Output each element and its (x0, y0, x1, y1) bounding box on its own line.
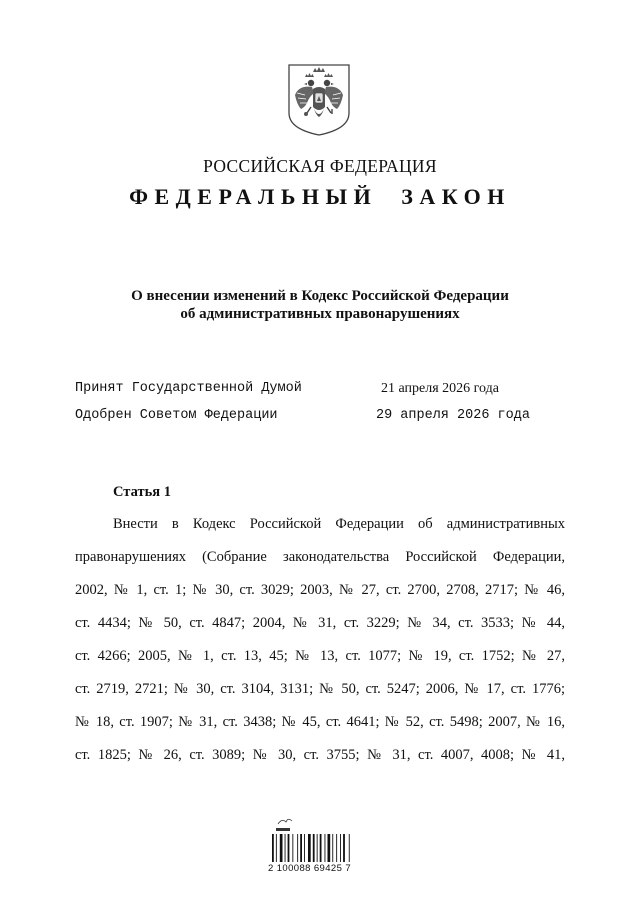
council-approval-date: 29 апреля 2026 года (376, 408, 530, 423)
article-line: 2002, № 1, ст. 1; № 30, ст. 3029; 2003, № 27, ст. 2700, 2708, 2717; № 46, (75, 582, 565, 598)
law-title (0, 287, 640, 323)
article-line: № 18, ст. 1907; № 31, ст. 3438; № 45, ст. 4641; № 52, ст. 5498; 2007, № 16, (75, 714, 565, 730)
article-line: ст. 4434; № 50, ст. 4847; 2004, № 31, ст. 3229; № 34, ст. 3533; № 44, (75, 615, 565, 631)
article-line: ст. 1825; № 26, ст. 3089; № 30, ст. 3755; № 31, ст. 4007, 4008; № 41, (75, 747, 565, 763)
duma-adoption-date: 21 апреля 2026 года (381, 381, 499, 396)
article-line: ст. 4266; 2005, № 1, ст. 13, 45; № 13, ст. 1077; № 19, ст. 1752; № 27, (75, 648, 565, 664)
article-line: правонарушениях (Собрание законодательства Российской Федерации, (75, 549, 565, 565)
article-line: ст. 2719, 2721; № 30, ст. 3104, 3131; № 50, ст. 5247; 2006, № 17, ст. 1776; (75, 681, 565, 697)
law-title-line-2: об административных правонарушениях (180, 306, 460, 322)
law-title-line-1: О внесении изменений в Кодекс Российской Федерации (131, 288, 509, 304)
duma-adoption-label: Принят Государственной Думой (75, 381, 302, 396)
country-name: РОССИЙСКАЯ ФЕДЕРАЦИЯ (203, 156, 437, 176)
article-line: Внести в Кодекс Российской Федерации об административных (113, 516, 565, 532)
article-heading: Статья 1 (113, 484, 171, 500)
document-type: ФЕДЕРАЛЬНЫЙ ЗАКОН (129, 184, 511, 209)
council-approval-label: Одобрен Советом Федерации (75, 408, 278, 423)
barcode-number: 2 100088 69425 7 (268, 863, 352, 874)
coat-of-arms-icon (287, 63, 351, 137)
